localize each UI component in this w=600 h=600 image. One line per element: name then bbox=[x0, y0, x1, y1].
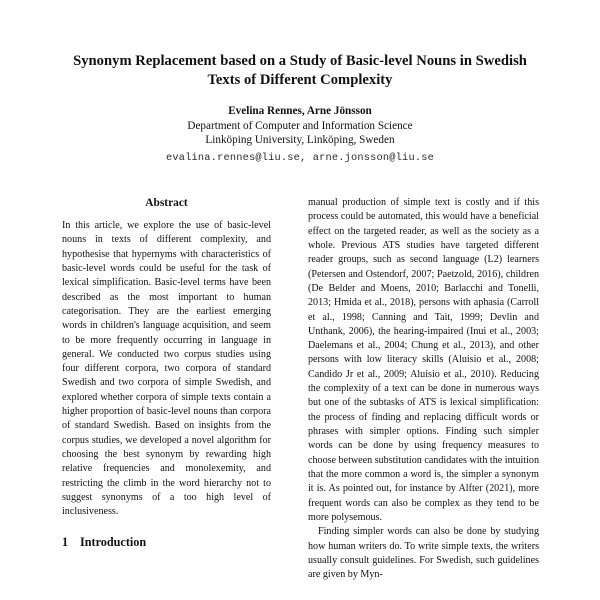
author-department: Department of Computer and Information Science bbox=[187, 119, 413, 132]
title-block bbox=[62, 52, 538, 90]
author-institution: Linköping University, Linköping, Sweden bbox=[205, 134, 395, 147]
right-column bbox=[308, 196, 539, 582]
section-title: Introduction bbox=[80, 534, 147, 549]
intro-paragraph-continued: manual production of simple text is costly and if this process could be automated, this would have a beneficial effect on the targeted reader, as well as the society as a whole. Previous ATS studies have targeted different reader groups, such as second language (L2) learners (Petersen and Ostendorf, 2007; Paetzold, 2016), children (De Belder and Moens, 2010; Barlacchi and Tonelli, 2013; Hmida et al., 2018), persons with aphasia (Carroll et al., 1998; Canning and Tait, 1999; Devlin and Unthank, 2006), the hearing-impaired (Inui et al., 2003; Daelemans et al., 2004; Chung et al., 2013), and other persons with low literacy skills (Aluisio et al., 2008; Candido Jr et al., 2009; Aluisio et al., 2010). Reducing the complexity of a text can be done in numerous ways but one of the subtasks of ATS is lexical simplification: the process of finding and replacing difficult words or phrases with simpler options. Finding such simpler words can be done by using frequency measures to choose between substitution candidates with the intuition that the more common a word is, the simpler a synonym it is. As pointed out, for instance by Alfter (2021), more frequent words can also be complex as they tend to be more polysemous. bbox=[308, 197, 539, 523]
section-heading-introduction bbox=[62, 535, 271, 550]
intro-paragraph-second: Finding simpler words can also be done by studying how human writers do. To write simple texts, the writers usually consult guidelines. For Swedish, such guidelines are given by Myn- bbox=[308, 526, 539, 581]
author-block bbox=[62, 104, 538, 166]
page-title: Synonym Replacement based on a Study of Basic-level Nouns in Swedish Texts of Different Complexity bbox=[73, 53, 527, 88]
left-column bbox=[62, 196, 271, 550]
abstract-text: In this article, we explore the use of basic-level nouns in texts of different complexity, and hypothesise that hypernyms with characteristics of basic-level words could be useful for the task of lexical simplification. Basic-level terms have been described as the most important to human categorisation. They are the earliest emerging words in children's language acquisition, and seem to be more frequently occurring in language in general. We conducted two corpus studies using four different corpora, two corpora of standard Swedish and two corpora of simple Swedish, and explored whether corpora of simple texts contain a higher proportion of basic-level nouns than corpora of standard Swedish. Based on insights from the corpus studies, we developed a novel algorithm for choosing the best synonym by rewarding high relative frequencies and monolexemity, and restricting the climb in the word hierarchy not to suggest synonyms of a too high level of inclusiveness. bbox=[62, 220, 271, 518]
author-emails[interactable]: evalina.rennes@liu.se, arne.jonsson@liu.se bbox=[166, 151, 434, 164]
author-names: Evelina Rennes, Arne Jönsson bbox=[228, 105, 372, 117]
section-number: 1 bbox=[62, 534, 69, 549]
abstract-heading: Abstract bbox=[145, 197, 188, 209]
